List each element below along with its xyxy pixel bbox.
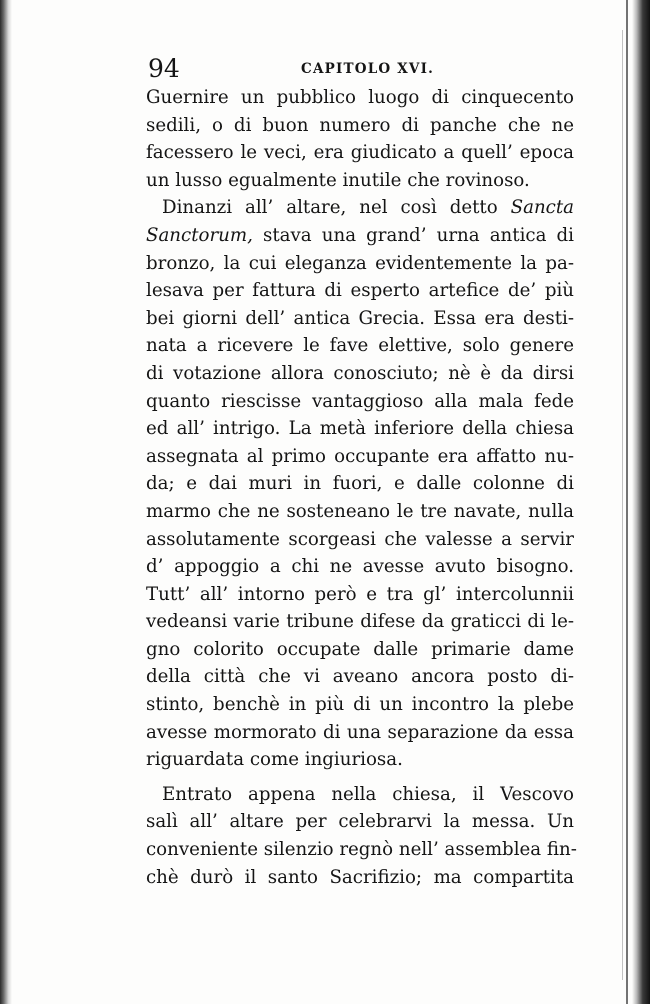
page-header — [148, 52, 578, 86]
text-line: Dinanzi all’ altare, nel così detto Sancta — [162, 197, 574, 219]
text-line: ed all’ intrigo. La metà inferiore della chiesa — [146, 418, 574, 440]
page-left-edge — [0, 0, 12, 1004]
text-line: sedili, o di buon numero di panche che ne — [146, 114, 574, 136]
text-line: lesava per fattura di esperto artefice de’ più — [146, 280, 574, 302]
text-line: chè durò il santo Sacrifizio; ma compartita — [146, 866, 574, 888]
text-line: vedeansi varie tribune difese da graticci di le- — [146, 611, 574, 633]
text-line: avesse mormorato di una separazione da essa — [146, 721, 574, 743]
text-line-italic — [146, 194, 574, 222]
text-line: salì all’ altare per celebrarvi la messa. Un — [146, 811, 574, 833]
text-line: assolutamente scorgeasi che valesse a servir — [146, 528, 574, 550]
text-line: da; e dai muri in fuori, e dalle colonne di — [146, 473, 574, 495]
text-line: di votazione allora conosciuto; nè è da dirsi — [146, 362, 574, 384]
text-line: Guernire un pubblico luogo di cinquecento — [146, 87, 574, 108]
text-line: Tutt’ all’ intorno però e tra gl’ intercolunnii — [146, 583, 574, 605]
text-line: bei giorni dell’ antica Grecia. Essa era desti- — [146, 307, 574, 329]
page-edge-line — [622, 30, 623, 980]
paragraph-gap — [146, 774, 574, 781]
text-line: conveniente silenzio regnò nell’ assemblea fin- — [146, 839, 577, 861]
text-line: riguardata come ingiuriosa. — [146, 749, 403, 771]
italic-phrase: Sanctorum, — [146, 224, 253, 246]
text-line: Entrato appena nella chiesa, il Vescovo — [162, 783, 574, 805]
running-head: CAPITOLO XVI. — [301, 61, 435, 77]
page-edge-shadow — [632, 0, 650, 1004]
italic-phrase: Sancta — [510, 197, 574, 219]
text-line: d’ appoggio a chi ne avesse avuto bisogno. — [146, 556, 574, 578]
text-line: un lusso egualmente inutile che rovinoso. — [146, 169, 530, 191]
body-text — [146, 84, 577, 891]
text-line: stinto, benchè in più di un incontro la plebe — [146, 694, 574, 716]
text-line: assegnata al primo occupante era affatto nu- — [146, 445, 574, 467]
text-line: gno colorito occupate dalle primarie dame — [146, 638, 574, 660]
text-line: bronzo, la cui eleganza evidentemente la pa- — [146, 252, 574, 274]
page-edge-line — [626, 0, 628, 1004]
text-line: Sanctorum, stava una grand’ urna antica di — [146, 224, 574, 246]
text-line: marmo che ne sosteneano le tre navate, nulla — [146, 500, 574, 522]
page-number: 94 — [148, 54, 180, 83]
text-line: quanto riescisse vantaggioso alla mala fede — [146, 390, 574, 412]
page-right-edge — [620, 0, 650, 1004]
text-line: facessero le veci, era giudicato a quell’ epoca — [146, 142, 574, 164]
text-line: della città che vi aveano ancora posto di- — [146, 666, 574, 688]
text-line: nata a ricevere le fave elettive, solo genere — [146, 335, 574, 357]
